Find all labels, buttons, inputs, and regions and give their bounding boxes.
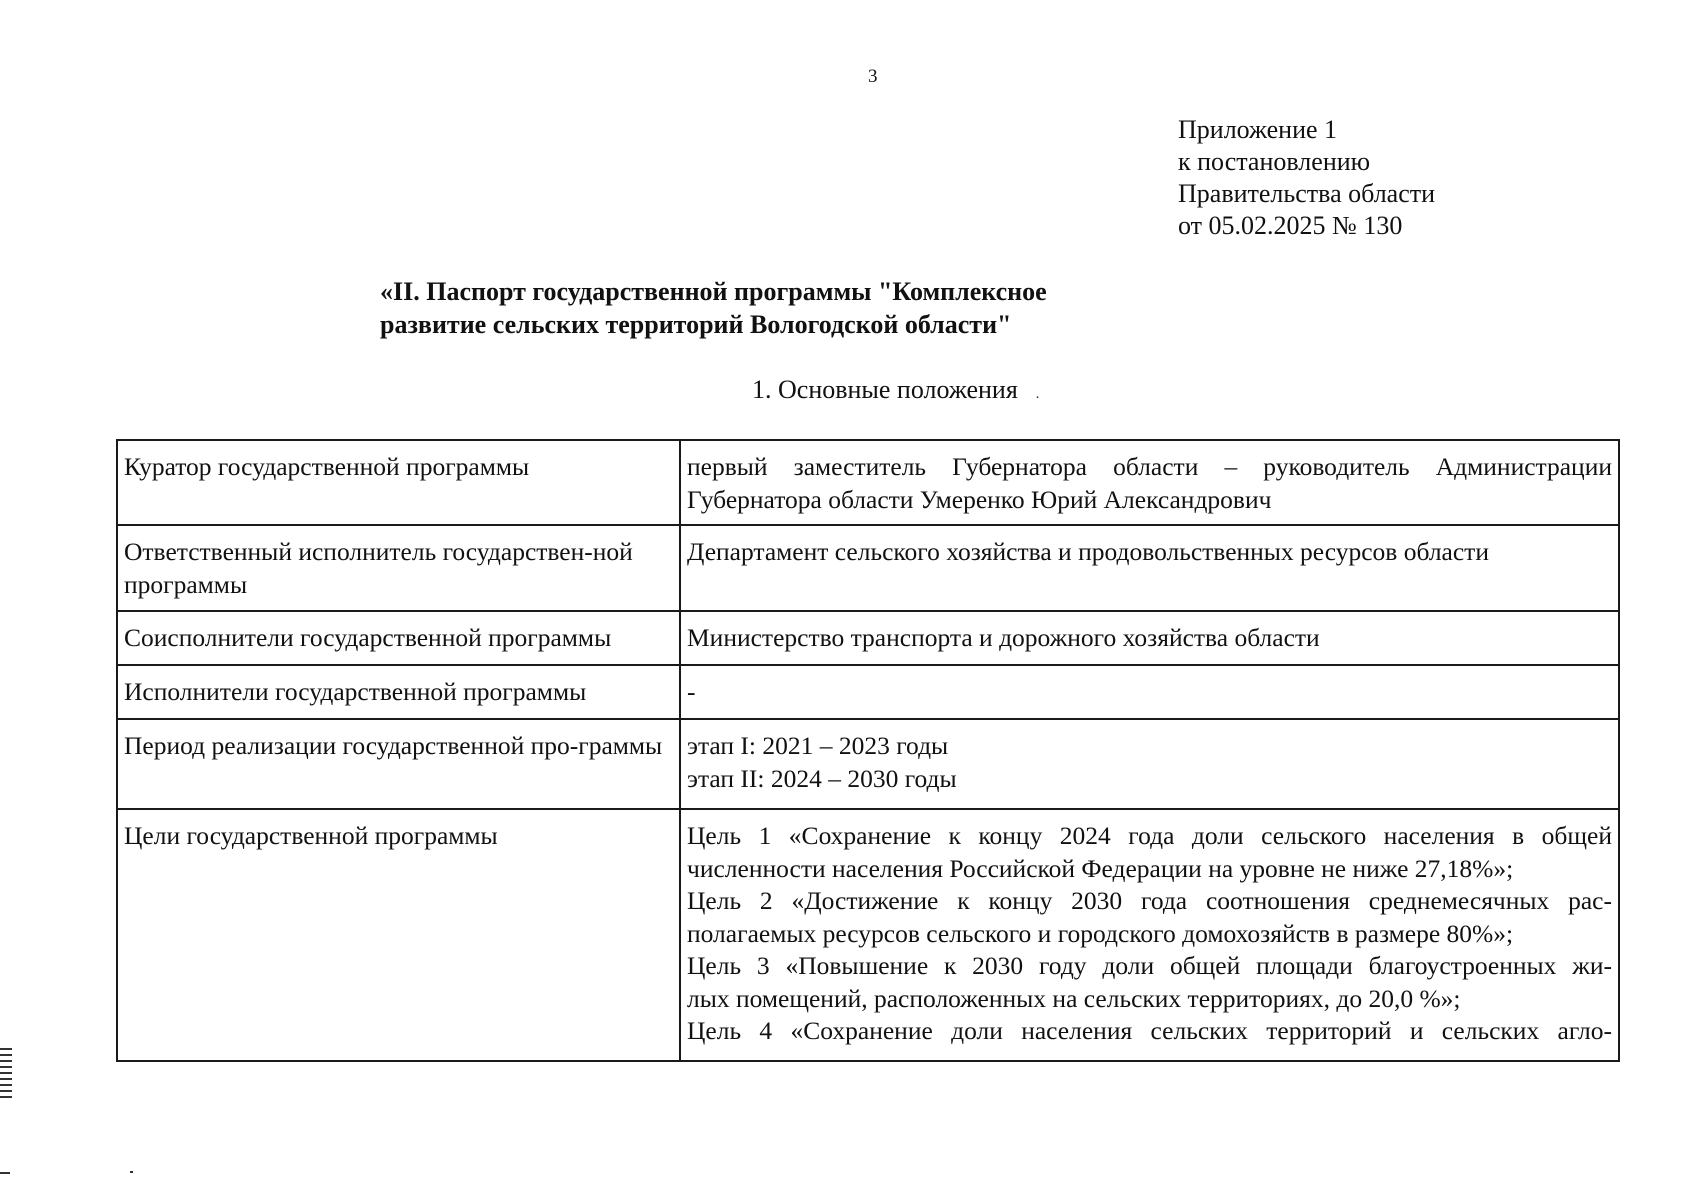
document-title-line: «II. Паспорт государственной программы "Комплексное — [380, 277, 1047, 306]
goal-line: лых помещений, расположенных на сельских территориях, до 20,0 %»; — [687, 983, 1461, 1013]
scan-margin-marks — [0, 1048, 12, 1098]
row-label: Период реализации государственной про-граммы — [117, 719, 680, 809]
appendix-line: Приложение 1 — [1178, 115, 1338, 144]
row-value — [680, 809, 1619, 1061]
section-title-text: 1. Основные положения — [752, 375, 1018, 404]
row-value-text: первый заместитель Губернатора области – руководитель Администрации Губернатора области Умеренко Юрий Александрович — [687, 452, 1612, 514]
document-title-line: развитие сельских территорий Вологодской области" — [380, 310, 1012, 339]
table-row — [117, 525, 1619, 611]
scan-dot — [130, 1171, 133, 1173]
row-value — [680, 719, 1619, 809]
row-value — [680, 440, 1619, 525]
page-number: 3 — [868, 66, 878, 87]
table-row — [117, 440, 1619, 525]
goal-line: численности населения Российской Федерации на уровне не ниже 27,18%»; — [687, 853, 1514, 883]
table-row — [117, 809, 1619, 1061]
goal-line: Цель 1 «Сохранение к концу 2024 года доли сельского населения в общей — [687, 821, 1612, 850]
program-passport-table — [116, 439, 1620, 1062]
stage-line: этап II: 2024 – 2030 годы — [687, 763, 957, 793]
appendix-line: Правительства области — [1178, 179, 1436, 208]
table-row — [117, 665, 1619, 719]
goal-line: Цель 2 «Достижение к концу 2030 года соотношения среднемесячных рас- — [687, 886, 1612, 915]
scan-margin-dash — [0, 1172, 10, 1174]
stage-line: этап I: 2021 – 2023 годы — [687, 731, 949, 760]
section-title-mark: . — [1035, 387, 1040, 402]
row-value: - — [680, 665, 1619, 719]
row-label: Ответственный исполнитель государствен-ной программы — [117, 525, 680, 611]
table-row — [117, 611, 1619, 665]
table-row — [117, 719, 1619, 809]
appendix-block — [1178, 114, 1435, 242]
goal-line: Цель 4 «Сохранение доли населения сельских территорий и сельских агло- — [687, 1016, 1612, 1045]
appendix-date-line: от 05.02.2025 № 130 — [1178, 211, 1403, 240]
row-label: Исполнители государственной программы — [117, 665, 680, 719]
row-value: Министерство транспорта и дорожного хозяйства области — [680, 611, 1619, 665]
section-title — [752, 375, 1039, 405]
appendix-line: к постановлению — [1178, 147, 1371, 176]
row-label: Цели государственной программы — [117, 809, 680, 1061]
row-label: Соисполнители государственной программы — [117, 611, 680, 665]
goal-line: полагаемых ресурсов сельского и городского домохозяйств в размере 80%»; — [687, 918, 1514, 948]
document-title — [380, 275, 1047, 341]
goal-line: Цель 3 «Повышение к 2030 году доли общей площади благоустроенных жи- — [687, 951, 1612, 980]
row-label: Куратор государственной программы — [117, 440, 680, 525]
row-value: Департамент сельского хозяйства и продовольственных ресурсов области — [680, 525, 1619, 611]
